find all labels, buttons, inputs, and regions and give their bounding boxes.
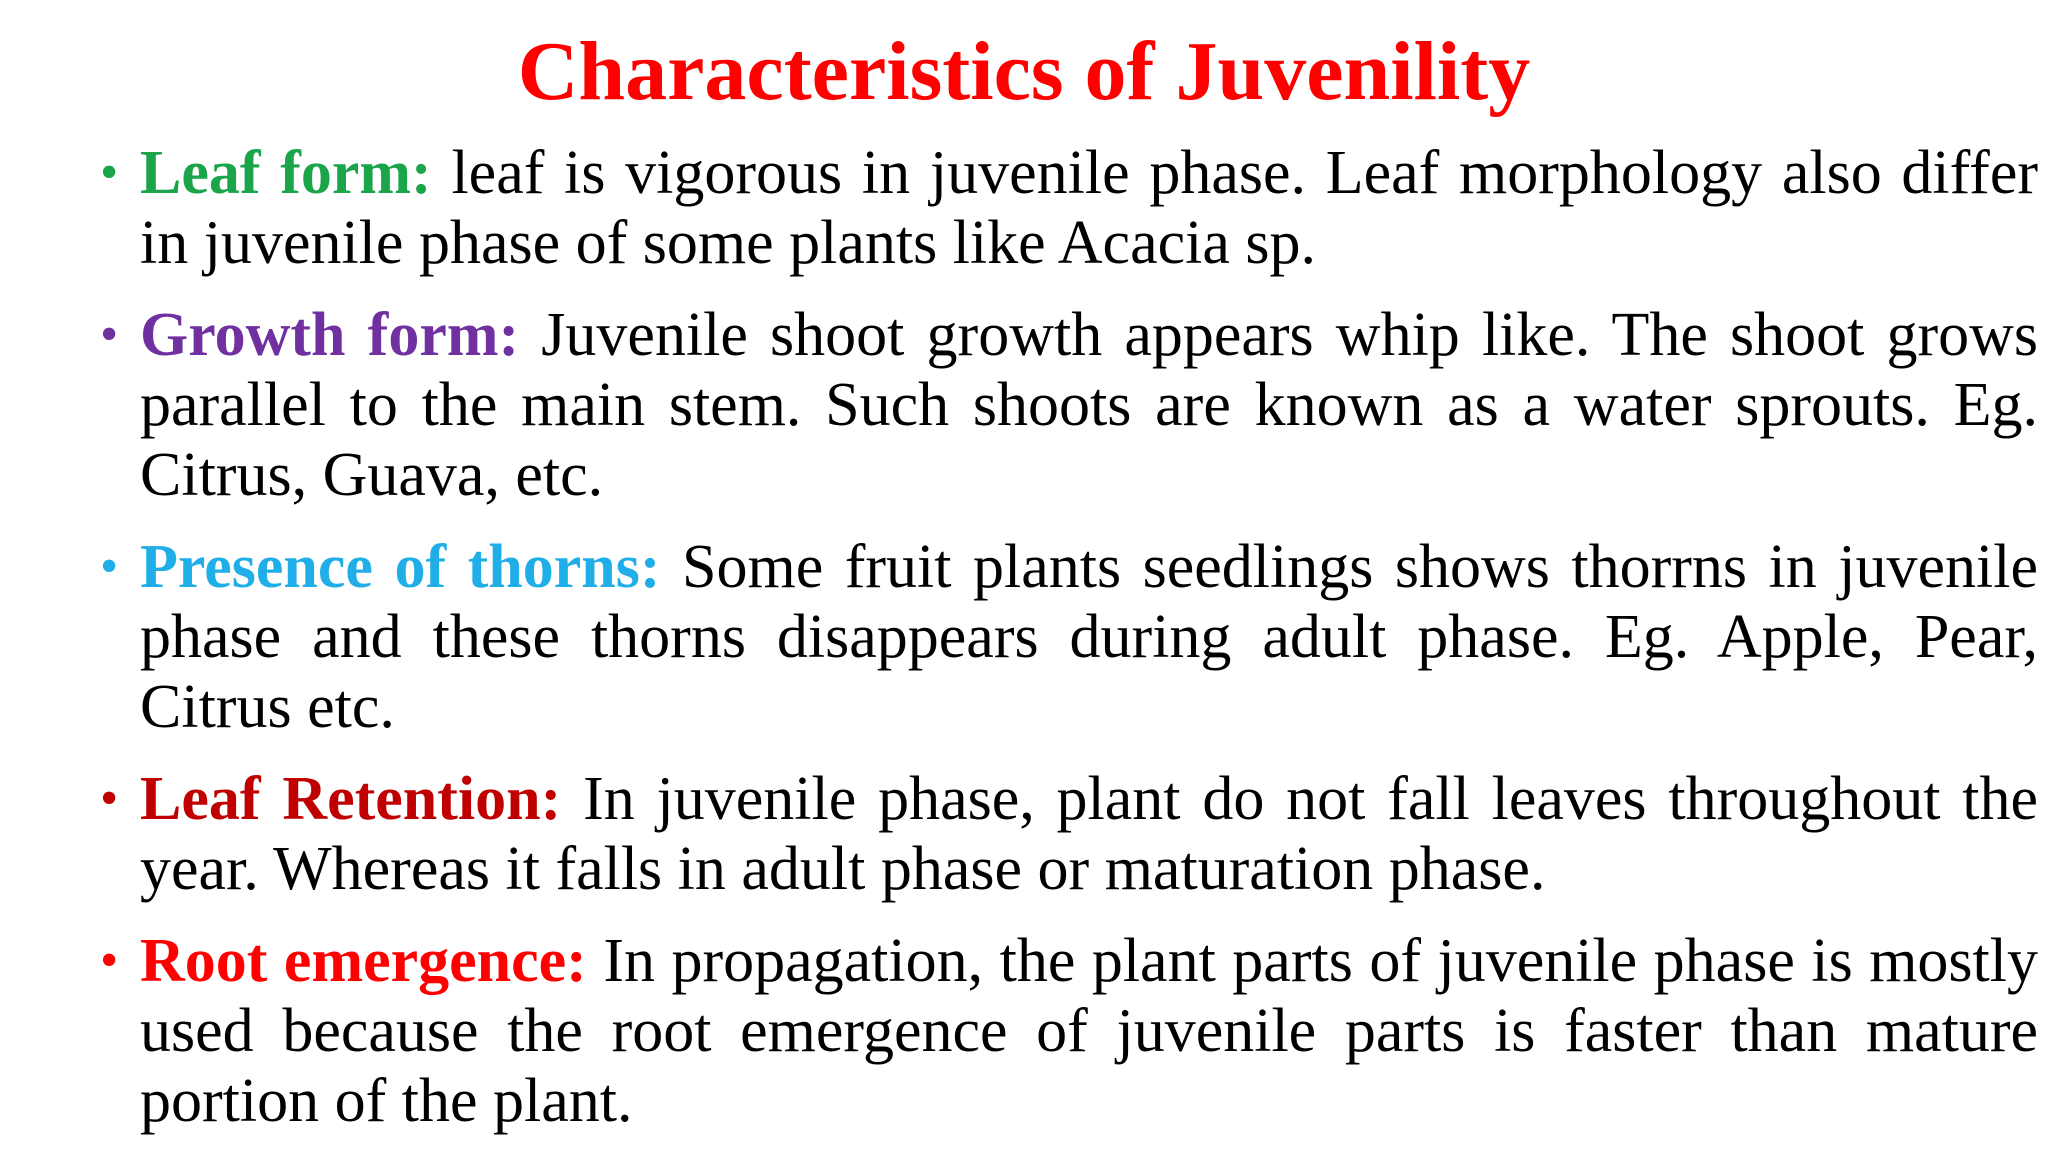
- bullet-icon: •: [100, 306, 119, 363]
- list-item-growth-form: [100, 300, 2038, 510]
- slide-title: Characteristics of Juvenility: [517, 25, 1531, 118]
- item-term: Growth form:: [140, 301, 520, 369]
- item-text: Some fruit plants seedlings shows thorrns in juvenile phase and these thorns disappears during adult phase. Eg. Apple, Pear, Citrus etc.: [140, 533, 2038, 741]
- item-term: Presence of thorns:: [140, 533, 661, 601]
- list-item-presence-of-thorns: [100, 532, 2038, 742]
- item-text: In juvenile phase, plant do not fall leaves throughout the year. Whereas it falls in adult phase or maturation phase.: [140, 765, 2038, 903]
- item-term: Leaf Retention:: [140, 765, 562, 833]
- bullet-icon: •: [100, 770, 119, 827]
- item-term: Root emergence:: [140, 927, 587, 995]
- item-text: leaf is vigorous in juvenile phase. Leaf morphology also differ in juvenile phase of some plants like Acacia sp.: [140, 139, 2038, 277]
- characteristics-list: [100, 138, 2038, 1158]
- item-text: In propagation, the plant parts of juvenile phase is mostly used because the root emergence of juvenile parts is faster than mature portion of the plant.: [140, 927, 2038, 1135]
- list-item-leaf-retention: [100, 764, 2038, 904]
- bullet-icon: •: [100, 538, 119, 595]
- list-item-leaf-form: [100, 138, 2038, 278]
- item-text: Juvenile shoot growth appears whip like. The shoot grows parallel to the main stem. Such shoots are known as a water sprouts. Eg. Citrus, Guava, etc.: [140, 301, 2039, 509]
- bullet-icon: •: [100, 144, 119, 201]
- item-term: Leaf form:: [140, 139, 432, 207]
- list-item-root-emergence: [100, 926, 2038, 1136]
- bullet-icon: •: [100, 932, 119, 989]
